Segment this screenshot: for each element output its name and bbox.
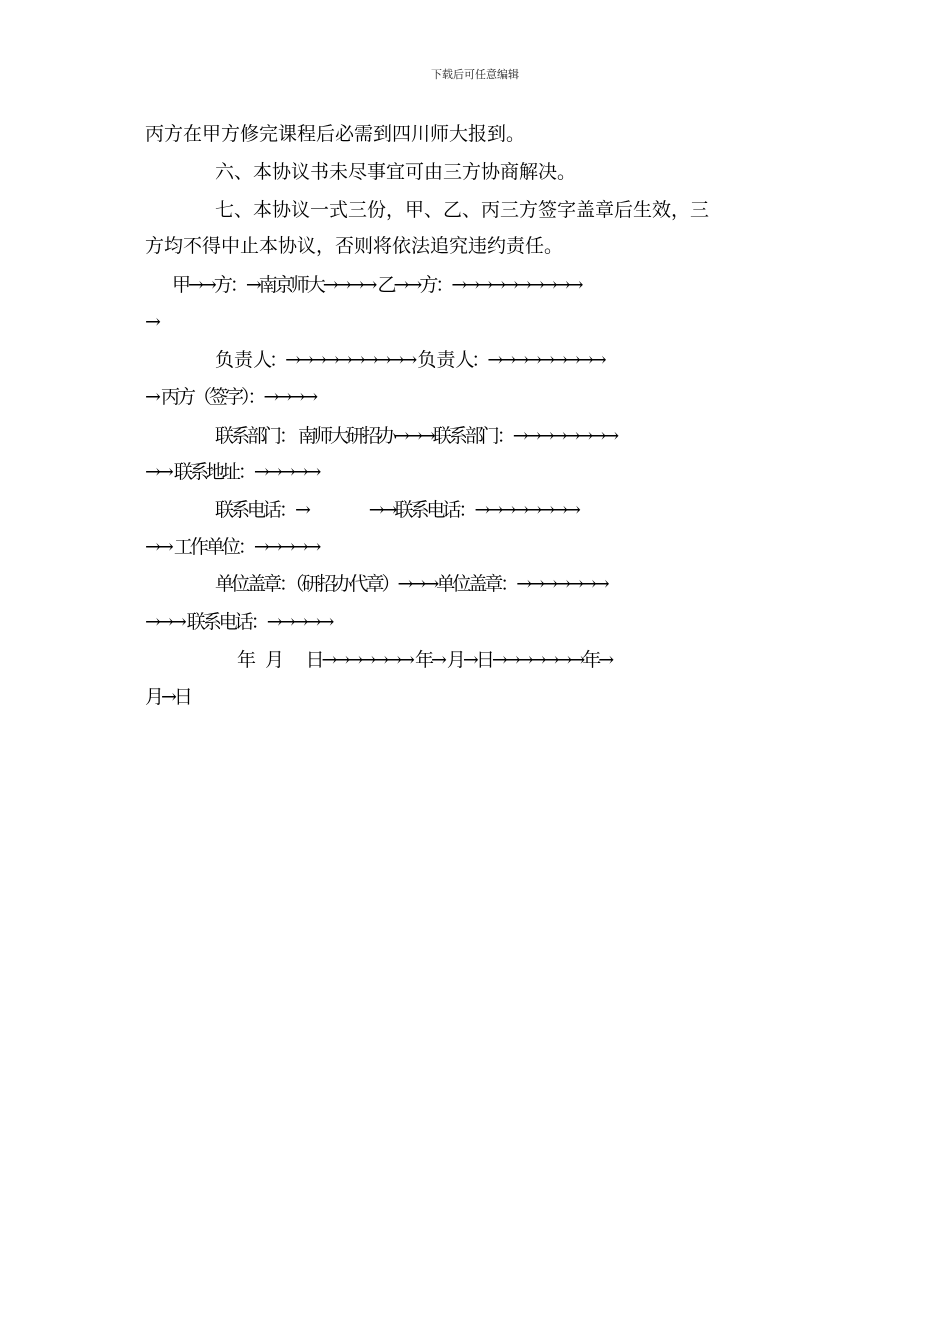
seal-line: 单位盖章：（研招办代章）→→→单位盖章：→→→→→→→ — [215, 573, 607, 595]
responsible-line: 负 责 人：→→→→→→→→→→ 负 责 人：→→→→→→→→→ — [215, 349, 604, 371]
address-line: →→ 联系地址：→→→→→ — [145, 461, 319, 483]
contact-phone-line: →→→ 联系电话：→→→→→ — [145, 611, 332, 633]
phone-line: 联系电话：→ →→联系电话：→→→→→→→→ — [215, 499, 578, 521]
signature-line: → 丙方（签字）：→→→→ — [145, 386, 316, 408]
text-line: 丙方在甲方修完课程后必需到四川师大报到。 — [145, 123, 526, 145]
date-line: 年 月 日→→→→→→→ 年→ 月→日→→→→→→→年→ — [237, 649, 612, 671]
clause-seven: 七、本协议一式三份，甲、乙、丙三方签字盖章后生效，三 — [215, 199, 710, 221]
date-line-cont: 月→日 — [145, 686, 190, 708]
party-line-cont: → — [145, 311, 158, 333]
page-header: 下载后可任意编辑 — [431, 68, 519, 81]
clause-six: 六、本协议书未尽事宜可由三方协商解决。 — [215, 161, 577, 183]
text-line: 方均不得中止本协议，否则将依法追究违约责任。 — [145, 235, 564, 257]
party-line: 甲→→方：→南京师大→→→→ 乙→→方：→→→→→→→→→→ — [172, 274, 581, 296]
work-unit-line: →→ 工作单位：→→→→→ — [145, 536, 319, 558]
department-line: 联系部门： 南师大研招办→→→联系部门：→→→→→→→→ — [215, 425, 617, 447]
